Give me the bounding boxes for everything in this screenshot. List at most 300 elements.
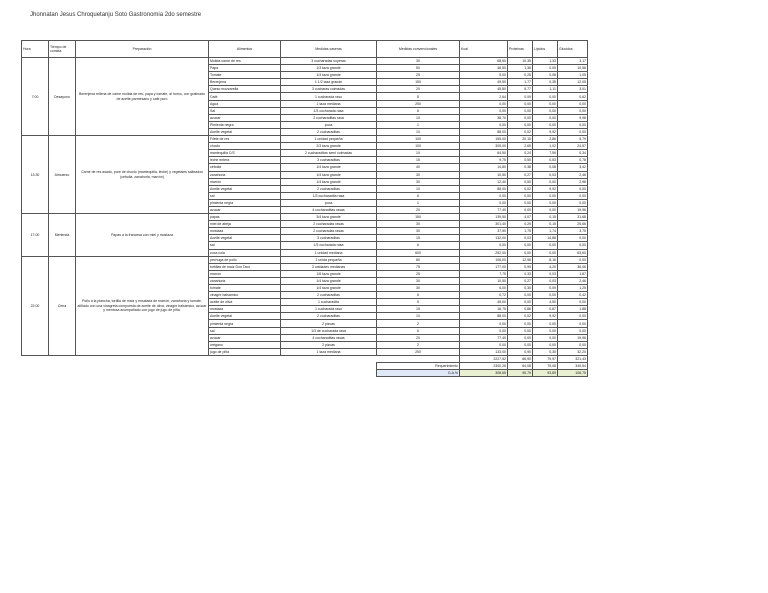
proteinas-cell: 0,50 (508, 178, 533, 185)
alimento-cell: Café (209, 93, 281, 100)
table-row (22, 136, 588, 143)
medida-casera-cell: poca (281, 199, 377, 206)
alimento-cell: mantequilla C/S (209, 150, 281, 157)
spacer-cell (49, 363, 76, 370)
kcal-cell: 45,80 (460, 86, 508, 93)
kcal-cell: 155,00 (460, 136, 508, 143)
medida-casera-cell: 2 cucharadas rasas (281, 221, 377, 228)
proteinas-cell: 4,07 (508, 214, 533, 221)
alimento-cell: Pimienta negra (209, 121, 281, 128)
alimento-cell: Filete de res (209, 136, 281, 143)
glucidos-cell: 63,60 (558, 249, 588, 256)
spacer-cell (22, 363, 49, 370)
kcal-cell: 0,00 (460, 107, 508, 114)
medida-casera-cell: 2 cucharaditas (281, 128, 377, 135)
kcal-cell: 46,50 (460, 65, 508, 72)
proteinas-cell: 12,96 (508, 256, 533, 263)
glucidos-cell: 12,05 (558, 79, 588, 86)
alimento-cell: sal (209, 327, 281, 334)
spacer-cell (209, 370, 281, 377)
requerimiento-row-label: Requerimiento (377, 363, 460, 370)
medida-convencional-cell: 6 (377, 242, 460, 249)
alimento-cell: aceite de oliva (209, 299, 281, 306)
glucidos-cell: 0,00 (558, 235, 588, 242)
medida-casera-cell: 1 unidad mediana (281, 249, 377, 256)
totals-row (22, 355, 588, 362)
requerimiento-row-value: 64,08 (508, 363, 533, 370)
alimento-cell: vinagre balsámico (209, 292, 281, 299)
table-row (22, 256, 588, 263)
lipidos-cell: 0,00 (533, 327, 558, 334)
medida-convencional-cell: 30 (377, 277, 460, 284)
lipidos-cell: 0,00 (533, 178, 558, 185)
medida-convencional-cell: 100 (377, 136, 460, 143)
proteinas-cell: 0,90 (508, 348, 533, 355)
totals-row-value: 321,43 (558, 355, 588, 362)
header-lipidos: Lipidos (533, 41, 558, 58)
medida-convencional-cell: 50 (377, 65, 460, 72)
kcal-cell: 88,00 (460, 128, 508, 135)
ga-row-value: 308,65 (460, 370, 508, 377)
proteinas-cell: 0,00 (508, 206, 533, 213)
medida-convencional-cell: 600 (377, 249, 460, 256)
medida-convencional-cell: 40 (377, 164, 460, 171)
medida-casera-cell: 2 cucharaditas (281, 313, 377, 320)
meal-hora: 7:00 (22, 58, 49, 136)
kcal-cell: 37,50 (460, 228, 508, 235)
proteinas-cell: 0,33 (508, 270, 533, 277)
proteinas-cell: 0,00 (508, 341, 533, 348)
header-preparacion: Preparación (76, 41, 209, 58)
glucidos-cell: 32,20 (558, 348, 588, 355)
requerimiento-row-value: 349,54 (558, 363, 588, 370)
meal-tiempo: Desayuno (49, 58, 76, 136)
alimento-cell: zanahoria (209, 171, 281, 178)
lipidos-cell: 0,00 (533, 320, 558, 327)
glucidos-cell: 0,00 (558, 299, 588, 306)
medida-convencional-cell: 10 (377, 185, 460, 192)
header-hora: Hora (22, 41, 49, 58)
alimento-cell: azucar (209, 334, 281, 341)
medida-casera-cell: 1/4 taza grande (281, 164, 377, 171)
proteinas-cell: 0,29 (508, 221, 533, 228)
lipidos-cell: 0,00 (533, 100, 558, 107)
glucidos-cell: 0,34 (558, 150, 588, 157)
lipidos-cell: 0,15 (533, 221, 558, 228)
glucidos-cell: 0,00 (558, 192, 588, 199)
lipidos-cell: 0,00 (533, 107, 558, 114)
lipidos-cell: 0,05 (533, 65, 558, 72)
medida-convencional-cell: 250 (377, 100, 460, 107)
lipidos-cell: 0,30 (533, 348, 558, 355)
glucidos-cell: 1,88 (558, 306, 588, 313)
spacer-cell (76, 363, 209, 370)
glucidos-cell: 0,00 (558, 121, 588, 128)
glucidos-cell: 25,66 (558, 221, 588, 228)
alimento-cell: Aceite vegetal (209, 128, 281, 135)
glucidos-cell: 19,96 (558, 206, 588, 213)
alimento-cell: cebolla (209, 164, 281, 171)
medida-convencional-cell: 6 (377, 107, 460, 114)
medida-casera-cell: 2 cucharaditas (281, 185, 377, 192)
kcal-cell: 0,00 (460, 327, 508, 334)
lipidos-cell: 0,35 (533, 79, 558, 86)
medida-casera-cell: 4 cucharaditas rasas (281, 206, 377, 213)
totals-row-value: 66,90 (508, 355, 533, 362)
lipidos-cell: 0,15 (533, 214, 558, 221)
kcal-cell: 18,75 (460, 306, 508, 313)
proteinas-cell: 0,27 (508, 171, 533, 178)
proteinas-cell: 0,00 (508, 199, 533, 206)
glucidos-cell: 5,79 (558, 136, 588, 143)
kcal-cell: 0,00 (460, 192, 508, 199)
kcal-cell: 0,00 (460, 121, 508, 128)
proteinas-cell: 0,86 (508, 306, 533, 313)
alimento-cell: marrón (209, 178, 281, 185)
kcal-cell: 0,00 (460, 242, 508, 249)
medida-convencional-cell: 75 (377, 263, 460, 270)
medida-convencional-cell: 20 (377, 206, 460, 213)
glucidos-cell: 0,00 (558, 242, 588, 249)
proteinas-cell: 0,27 (508, 277, 533, 284)
lipidos-cell: 0,03 (533, 171, 558, 178)
glucidos-cell: 2,46 (558, 171, 588, 178)
medida-casera-cell: 1/3 cucharada rasa (281, 107, 377, 114)
medida-convencional-cell: 1 (377, 199, 460, 206)
lipidos-cell: 14,88 (533, 235, 558, 242)
lipidos-cell: 1,02 (533, 143, 558, 150)
glucidos-cell: 9,98 (558, 114, 588, 121)
alimento-cell: Aceite vegetal (209, 235, 281, 242)
lipidos-cell: 0,00 (533, 199, 558, 206)
medida-convencional-cell: 10 (377, 150, 460, 157)
spacer-cell (49, 370, 76, 377)
kcal-cell: 45,00 (460, 299, 508, 306)
medida-casera-cell: 4 cucharaditas rasas (281, 334, 377, 341)
medida-casera-cell: 2 cucharaditas (281, 292, 377, 299)
lipidos-cell: 9,92 (533, 128, 558, 135)
kcal-cell: 7,75 (460, 270, 508, 277)
proteinas-cell: 0,00 (508, 334, 533, 341)
spacer-cell (209, 355, 281, 362)
medida-casera-cell: 3/4 taza grande (281, 214, 377, 221)
proteinas-cell: 2,65 (508, 143, 533, 150)
kcal-cell: 10,50 (460, 171, 508, 178)
medida-casera-cell: 1 cucharada raso (281, 93, 377, 100)
alimento-cell: Aceite vegetal (209, 313, 281, 320)
glucidos-cell: 0,78 (558, 157, 588, 164)
lipidos-cell: 1,11 (533, 86, 558, 93)
proteinas-cell: 0,00 (508, 249, 533, 256)
meal-tiempo: Cena (49, 256, 76, 355)
alimento-cell: jugo de piña (209, 348, 281, 355)
glucidos-cell: 0,00 (558, 313, 588, 320)
medida-casera-cell: 1/3 cucharada rasa (281, 242, 377, 249)
lipidos-cell: 0,53 (533, 157, 558, 164)
medida-convencional-cell: 20 (377, 86, 460, 93)
proteinas-cell: 0,25 (508, 72, 533, 79)
alimento-cell: Agua (209, 100, 281, 107)
alimento-cell: pimienta negra (209, 320, 281, 327)
lipidos-cell: 0,08 (533, 164, 558, 171)
medida-casera-cell: 1 1/2 taza grande (281, 79, 377, 86)
kcal-cell: 77,40 (460, 206, 508, 213)
totals-row-value: 79,97 (533, 355, 558, 362)
proteinas-cell: 0,00 (508, 320, 533, 327)
proteinas-cell: 0,99 (508, 263, 533, 270)
kcal-cell: 252,00 (460, 249, 508, 256)
ga-row-value: 93,89 (533, 370, 558, 377)
kcal-cell: 0,00 (460, 341, 508, 348)
lipidos-cell: 0,00 (533, 192, 558, 199)
medida-convencional-cell: 250 (377, 348, 460, 355)
medida-casera-cell: 2 pizcas (281, 320, 377, 327)
lipidos-cell: 0,00 (533, 242, 558, 249)
proteinas-cell: 0,00 (508, 292, 533, 299)
lipidos-cell: 4,20 (533, 263, 558, 270)
kcal-cell: 14,80 (460, 164, 508, 171)
kcal-cell: 132,00 (460, 235, 508, 242)
medida-casera-cell: 1 cucharadita (281, 299, 377, 306)
spacer-cell (209, 363, 281, 370)
kcal-cell: 139,50 (460, 214, 508, 221)
alimento-cell: Queso mozzarella (209, 86, 281, 93)
medida-convencional-cell: 30 (377, 171, 460, 178)
meal-tiempo: Almuerzo (49, 136, 76, 214)
medida-casera-cell: 1 cucharada raso (281, 306, 377, 313)
proteinas-cell: 0,00 (508, 121, 533, 128)
header-glucidos: Glucidos (558, 41, 588, 58)
glucidos-cell: 3,42 (558, 164, 588, 171)
medida-casera-cell: 2 cucharaditas semi colmadas (281, 150, 377, 157)
kcal-cell: 305,00 (460, 143, 508, 150)
medida-casera-cell: 1/4 taza grande (281, 178, 377, 185)
proteinas-cell: 0,09 (508, 93, 533, 100)
lipidos-cell: 0,03 (533, 270, 558, 277)
alimento-cell: pechuga de pollo (209, 256, 281, 263)
header-proteinas: Proteinas (508, 41, 533, 58)
lipidos-cell: 0,08 (533, 72, 558, 79)
alimento-cell: miel de abeja (209, 221, 281, 228)
medida-convencional-cell: 6 (377, 327, 460, 334)
lipidos-cell: 1,33 (533, 58, 558, 65)
kcal-cell: 12,40 (460, 178, 508, 185)
lipidos-cell: 4,50 (533, 299, 558, 306)
alimento-cell: azucar (209, 114, 281, 121)
glucidos-cell: 0,00 (558, 341, 588, 348)
kcal-cell: 77,40 (460, 334, 508, 341)
proteinas-cell: 0,00 (508, 107, 533, 114)
alimento-cell: pimienta negra (209, 199, 281, 206)
lipidos-cell: 0,00 (533, 249, 558, 256)
lipidos-cell: 9,92 (533, 313, 558, 320)
glucidos-cell: 10,56 (558, 65, 588, 72)
medida-casera-cell: 2/3 taza grande (281, 143, 377, 150)
proteinas-cell: 1,77 (508, 79, 533, 86)
header-kcal: Kcal (460, 41, 508, 58)
glucidos-cell: 2,98 (558, 178, 588, 185)
alimento-cell: choclo (209, 143, 281, 150)
lipidos-cell: 0,00 (533, 93, 558, 100)
medida-convencional-cell: 15 (377, 235, 460, 242)
proteinas-cell: 0,00 (508, 327, 533, 334)
meal-preparacion: Papas a la francesa con miel y mostaza (76, 214, 209, 257)
medida-convencional-cell: 10 (377, 313, 460, 320)
alimento-cell: tomate (209, 285, 281, 292)
lipidos-cell: 0,00 (533, 206, 558, 213)
kcal-cell: 38,70 (460, 114, 508, 121)
glucidos-cell: 0,42 (558, 292, 588, 299)
meal-hora: 17:00 (22, 214, 49, 257)
header-row (22, 41, 588, 58)
medida-convencional-cell: 10 (377, 128, 460, 135)
proteinas-cell: 0,00 (508, 192, 533, 199)
lipidos-cell: 0,87 (533, 306, 558, 313)
header-tiempo: Tiempo de comida (49, 41, 76, 58)
glucidos-cell: 1,05 (558, 72, 588, 79)
kcal-cell: 0,00 (460, 100, 508, 107)
alimento-cell: mostaza (209, 228, 281, 235)
spacer-cell (49, 355, 76, 362)
glucidos-cell: 0,00 (558, 185, 588, 192)
requerimiento-row-value: 75,08 (533, 363, 558, 370)
document-title: Jhonnatan Jesus Chroquetanju Soto Gastronomia 2do semestre (30, 12, 202, 18)
medida-convencional-cell: 5 (377, 299, 460, 306)
header-convencionales: Medidas convencionales (377, 41, 460, 58)
totals-row-label (377, 355, 460, 362)
glucidos-cell: 1,25 (558, 285, 588, 292)
proteinas-cell: 0,03 (508, 235, 533, 242)
kcal-cell: 10,50 (460, 277, 508, 284)
meal-tiempo: Merienda (49, 214, 76, 257)
spacer-cell (281, 363, 377, 370)
proteinas-cell: 1,75 (508, 228, 533, 235)
medida-convencional-cell: 25 (377, 72, 460, 79)
kcal-cell: 301,40 (460, 221, 508, 228)
meal-hora: 22:00 (22, 256, 49, 355)
proteinas-cell: 0,00 (508, 100, 533, 107)
requerimiento-row (22, 363, 588, 370)
medida-convencional-cell: 10 (377, 114, 460, 121)
glucidos-cell: 3,01 (558, 86, 588, 93)
medida-convencional-cell: 8 (377, 93, 460, 100)
alimento-cell: tortillas de maíz Don Taco (209, 263, 281, 270)
proteinas-cell: 0,00 (508, 242, 533, 249)
medida-casera-cell: 1/6 taza grande (281, 270, 377, 277)
lipidos-cell: 9,92 (533, 185, 558, 192)
lipidos-cell: 0,09 (533, 285, 558, 292)
ga-row (22, 370, 588, 377)
kcal-cell: 68,50 (460, 58, 508, 65)
lipidos-cell: 8,16 (533, 256, 558, 263)
kcal-cell: 177,00 (460, 263, 508, 270)
medida-convencional-cell: 30 (377, 228, 460, 235)
ga-row-label: G.A.% (377, 370, 460, 377)
alimento-cell: sal (209, 192, 281, 199)
diet-table (21, 40, 588, 377)
requerimiento-row-value: 2300,25 (460, 363, 508, 370)
medida-casera-cell: 3 cucharaditas (281, 157, 377, 164)
proteinas-cell: 0,24 (508, 150, 533, 157)
totals-row-value: 2227,52 (460, 355, 508, 362)
medida-casera-cell: 2 cucharaditas rasa (281, 114, 377, 121)
medida-casera-cell: 1/4 taza grande (281, 285, 377, 292)
medida-convencional-cell: 100 (377, 143, 460, 150)
kcal-cell: 64,50 (460, 150, 508, 157)
alimento-cell: mostaza (209, 306, 281, 313)
medida-convencional-cell: 150 (377, 79, 460, 86)
meal-preparacion: Pollo a la plancha, tortilla de maíz y ensalada de marrón, zanahoria y tomate, aliñado con una vinagreta compuesta de aceite de oliva, vinagre balsámico, azúcar y mentosa acompañado con jugo de jugo de piña. (76, 256, 209, 355)
proteinas-cell: 0,02 (508, 313, 533, 320)
meal-hora: 13:30 (22, 136, 49, 214)
proteinas-cell: 0,00 (508, 299, 533, 306)
glucidos-cell: 36,06 (558, 263, 588, 270)
alimento-cell: Sal (209, 107, 281, 114)
medida-convencional-cell: 25 (377, 270, 460, 277)
table-row (22, 214, 588, 221)
medida-casera-cell: 3 cucharadas soperas (281, 58, 377, 65)
proteinas-cell: 10,35 (508, 58, 533, 65)
kcal-cell: 9,75 (460, 157, 508, 164)
spacer-cell (22, 370, 49, 377)
proteinas-cell: 0,50 (508, 157, 533, 164)
proteinas-cell: 0,02 (508, 185, 533, 192)
lipidos-cell: 1,74 (533, 228, 558, 235)
medida-casera-cell: 1/4 taza grande (281, 277, 377, 284)
kcal-cell: 0,00 (460, 320, 508, 327)
spacer-cell (281, 355, 377, 362)
kcal-cell: 0,72 (460, 292, 508, 299)
alimento-cell: zanahoria (209, 277, 281, 284)
medida-casera-cell: 3 cucharaditas (281, 235, 377, 242)
alimento-cell: Tomate (209, 72, 281, 79)
medida-convencional-cell: 2 (377, 320, 460, 327)
medida-convencional-cell: 1 (377, 121, 460, 128)
meal-preparacion: Carne de res asado, pure de choclo (mantequilla, leche) y vegetales salteados (cebolla, zanahoria, marrón) (76, 136, 209, 214)
medida-casera-cell: 1/3 taza grande (281, 65, 377, 72)
alimento-cell: orégano (209, 341, 281, 348)
medida-convencional-cell: 6 (377, 292, 460, 299)
lipidos-cell: 0,03 (533, 277, 558, 284)
spacer-cell (76, 355, 209, 362)
alimento-cell: azucar (209, 206, 281, 213)
header-caseras: Medidas caseras (281, 41, 377, 58)
glucidos-cell: 1,87 (558, 270, 588, 277)
lipidos-cell: 0,00 (533, 292, 558, 299)
glucidos-cell: 0,00 (558, 199, 588, 206)
glucidos-cell: 0,00 (558, 320, 588, 327)
alimento-cell: coca cola (209, 249, 281, 256)
medida-casera-cell: 1 unida pequeña (281, 256, 377, 263)
medida-casera-cell: 1/3 de cucharada rasa (281, 327, 377, 334)
lipidos-cell: 7,59 (533, 150, 558, 157)
medida-convencional-cell: 80 (377, 256, 460, 263)
alimento-cell: Aceite vegetal (209, 185, 281, 192)
proteinas-cell: 5,77 (508, 86, 533, 93)
medida-casera-cell: 1 taza mediana (281, 348, 377, 355)
medida-convencional-cell: 6 (377, 192, 460, 199)
ga-row-value: 95,79 (508, 370, 533, 377)
glucidos-cell: 0,00 (558, 100, 588, 107)
proteinas-cell: 0,00 (508, 114, 533, 121)
alimento-cell: leche entera (209, 157, 281, 164)
glucidos-cell: 0,00 (558, 256, 588, 263)
glucidos-cell: 0,00 (558, 107, 588, 114)
glucidos-cell: 24,57 (558, 143, 588, 150)
table-body (22, 58, 588, 377)
kcal-cell: 106,00 (460, 256, 508, 263)
glucidos-cell: 0,62 (558, 93, 588, 100)
